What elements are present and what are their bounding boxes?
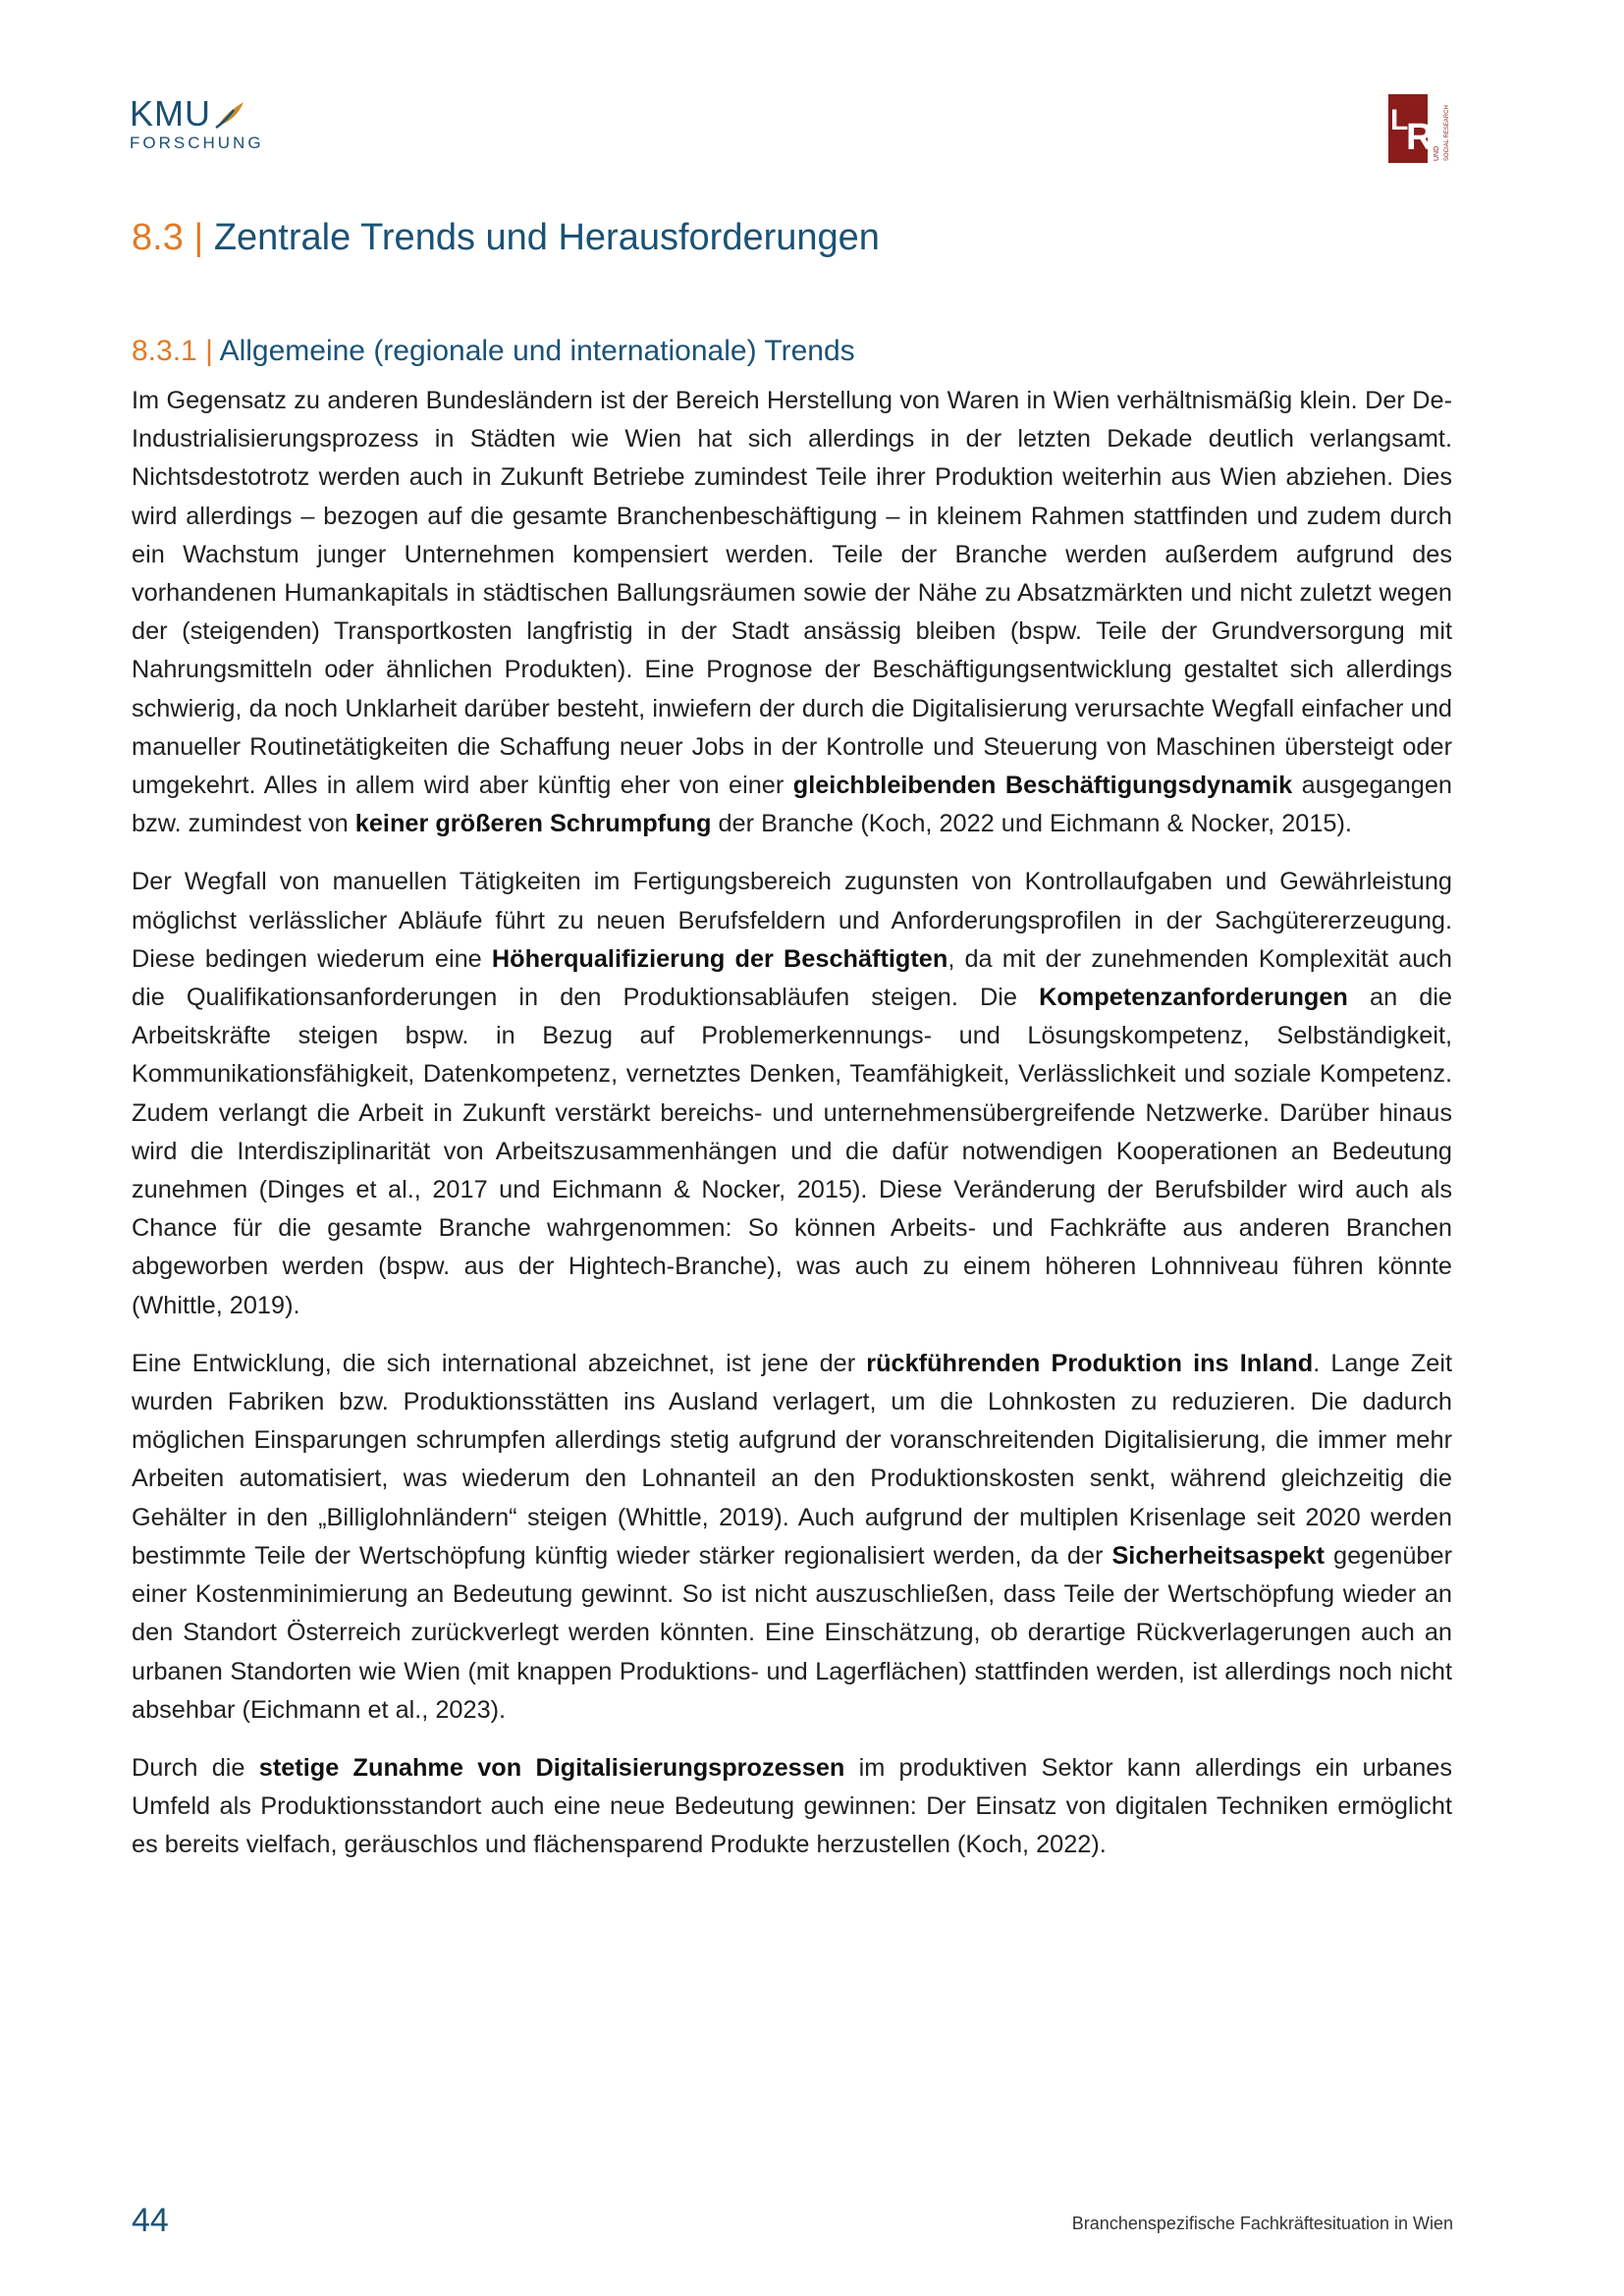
text-run: , da mit der zunehmenden Komplexität auch die Qualifikationsanforderungen in den Produktionsabläufen steigen. Die	[132, 944, 1452, 1012]
bold-text-run: rückführenden Produktion ins Inland	[866, 1349, 1314, 1377]
leaf-icon	[214, 98, 247, 132]
text-run: Durch die	[132, 1753, 259, 1782]
section-heading	[132, 210, 880, 265]
text-run: Eine Entwicklung, die sich international abzeichnet, ist jene der	[132, 1349, 867, 1377]
body-text	[132, 382, 1452, 1885]
bold-text-run: gleichbleibenden Beschäftigungsdynamik	[792, 772, 1293, 800]
paragraph-3	[132, 1345, 1452, 1730]
kmu-logo-text: KMU	[130, 93, 211, 133]
bold-text-run: stetige Zunahme von Digitalisierungsprozessen	[258, 1753, 845, 1782]
lr-logo-letter-r: R	[1406, 117, 1434, 158]
kmu-forschung-logo	[130, 94, 277, 163]
lr-logo-letter-l: L	[1390, 104, 1409, 136]
page-number: 44	[132, 2202, 169, 2239]
text-run: Im Gegensatz zu anderen Bundesländern ist der Bereich Herstellung von Waren in Wien verhältnismäßig klein. Der De-Industrialisierungsprozess in Städten wie Wien hat sich allerdings in der letzten Dekade deutlich verlangsamt. Nichtsdestotrotz werden auch in Zukunft Betriebe zumindest Teile ihrer Produktion weiterhin aus Wien abziehen. Dies wird allerdings – bezogen auf die gesamte Branchenbeschäftigung – in kleinem Rahmen stattfinden und zudem durch ein Wachstum junger Unternehmen kompensiert werden. Teile der Branche werden außerdem aufgrund des vorhandenen Humankapitals in städtischen Ballungsräumen sowie der Nähe zu Absatzmärkten und nicht zuletzt wegen der (steigenden) Transportkosten langfristig in der Stadt ansässig bleiben (bspw. Teile der Grundversorgung mit Nahrungsmitteln oder ähnlichen Produkten). Eine Prognose der Beschäftigungsentwicklung gestaltet sich allerdings schwierig, da noch Unklarheit darüber besteht, inwiefern der durch die Digitalisierung verursachte Wegfall einfacher und manueller Routinetätigkeiten die Schaffung neuer Jobs in der Kontrolle und Steuerung von Maschinen übersteigt oder umgekehrt. Alles in allem wird aber künftig eher von einer	[132, 387, 1452, 800]
lr-logo-side-text	[1430, 96, 1451, 163]
bold-text-run: Höherqualifizierung der Beschäftigten	[491, 944, 948, 973]
subsection-separator: |	[205, 335, 213, 367]
lr-social-research-logo	[1388, 94, 1453, 167]
subsection-heading	[132, 330, 855, 373]
lr-side-bottom: SOCIAL RESEARCH	[1444, 105, 1450, 161]
bold-text-run: keiner größeren Schrumpfung	[354, 810, 712, 838]
paragraph-1	[132, 382, 1452, 843]
paragraph-2	[132, 863, 1452, 1324]
text-run: ausgegangen bzw. zumindest von	[132, 772, 1452, 838]
text-run: gegenüber einer Kostenminimierung an Bedeutung gewinnt. So ist nicht auszuschließen, dass Teile der Wertschöpfung wieder an den Standort Österreich zurückverlegt werden könnten. Eine Einschätzung, ob derartige Rückverlagerungen auch an urbanen Standorten wie Wien (mit knappen Produktions- und Lagerflächen) stattfinden werden, ist allerdings noch nicht absehbar (Eichmann et al., 2023).	[132, 1541, 1452, 1724]
text-run: an die Arbeitskräfte steigen bspw. in Bezug auf Problemerkennungs- und Lösungskompetenz, Selbständigkeit, Kommunikationsfähigkeit, Datenkompetenz, vernetztes Denken, Teamfähigkeit, Verlässlichkeit und soziale Kompetenz. Zudem verlangt die Arbeit in Zukunft verstärkt bereichs- und unternehmensübergreifende Netzwerke. Darüber hinaus wird die Interdisziplinarität von Arbeitszusammenhängen und die dafür notwendigen Kooperationen an Bedeutung zunehmen (Dinges et al., 2017 und Eichmann & Nocker, 2015). Diese Veränderung der Berufsbilder wird auch als Chance für die gesamte Branche wahrgenommen: So können Arbeits- und Fachkräfte aus anderen Branchen abgeworben werden (bspw. aus der Hightech-Branche), was auch zu einem höheren Lohnniveau führen könnte (Whittle, 2019).	[132, 984, 1453, 1319]
bold-text-run: Sicherheitsaspekt	[1111, 1541, 1325, 1570]
text-run: der Branche (Koch, 2022 und Eichmann & Nocker, 2015).	[711, 810, 1352, 838]
bold-text-run: Kompetenzanforderungen	[1039, 984, 1348, 1012]
text-run: im produktiven Sektor kann allerdings ein urbanes Umfeld als Produktionsstandort auch eine neue Bedeutung gewinnen: Der Einsatz von digitalen Techniken ermöglicht es bereits vielfach, geräuschlos und flächensparend Produkte herzustellen (Koch, 2022).	[132, 1753, 1452, 1859]
paragraph-4	[132, 1749, 1452, 1865]
footer-title: Branchenspezifische Fachkräftesituation in Wien	[1071, 2214, 1453, 2233]
section-title: Zentrale Trends und Herausforderungen	[213, 217, 880, 258]
kmu-logo-subtext: FORSCHUNG	[130, 133, 264, 152]
subsection-number: 8.3.1	[132, 335, 197, 367]
text-run: . Lange Zeit wurden Fabriken bzw. Produktionsstätten ins Ausland verlagert, um die Lohnkosten zu reduzieren. Die dadurch möglichen Einsparungen schrumpfen allerdings stetig aufgrund der voranschreitenden Digitalisierung, die immer mehr Arbeiten automatisiert, was wiederum den Lohnanteil an den Produktionskosten senkt, während gleichzeitig die Gehälter in den „Billiglohnländern“ steigen (Whittle, 2019). Auch aufgrund der multiplen Krisenlage seit 2020 werden bestimmte Teile der Wertschöpfung künftig wieder stärker regionalisiert werden, da der	[132, 1349, 1452, 1570]
section-separator: |	[193, 217, 204, 258]
lr-side-top: UND	[1434, 145, 1440, 161]
text-run: Der Wegfall von manuellen Tätigkeiten im Fertigungsbereich zugunsten von Kontrollaufgaben und Gewährleistung möglichst verlässlicher Abläufe führt zu neuen Berufsfeldern und Anforderungsprofilen in der Sachgütererzeugung. Diese bedingen wiederum eine	[132, 868, 1452, 973]
lr-logo-box	[1388, 94, 1434, 163]
section-number: 8.3	[132, 217, 184, 258]
subsection-title: Allgemeine (regionale und internationale) Trends	[219, 335, 855, 367]
